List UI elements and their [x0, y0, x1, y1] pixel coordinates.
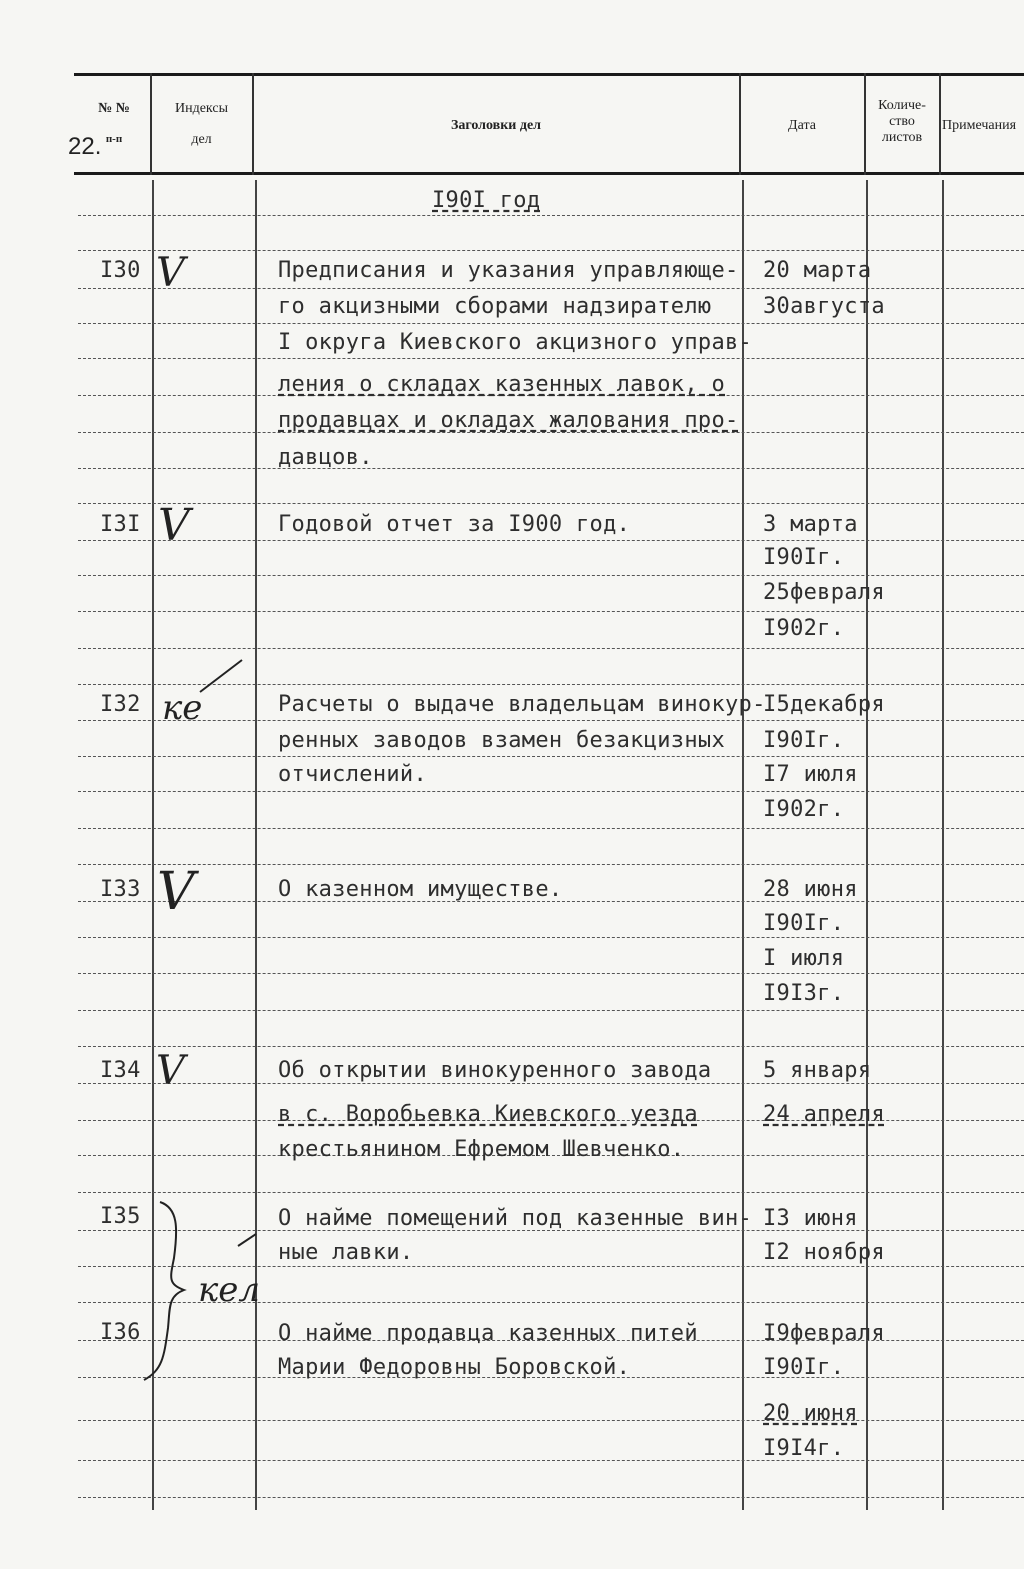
header-top-rule: [74, 73, 1024, 76]
date-line: I902г.: [763, 797, 845, 822]
index-mark: кел: [198, 1270, 261, 1310]
title-line: ренных заводов взамен безакцизных: [278, 728, 725, 753]
check-mark: V: [157, 862, 195, 922]
date-line: 5 января: [763, 1058, 872, 1083]
entry-number: I35: [100, 1204, 141, 1229]
header-title-col: Заголовки дел: [450, 118, 542, 133]
date-line: 25февраля: [763, 580, 885, 605]
date-line: 20 июня: [763, 1401, 858, 1426]
title-line: Расчеты о выдаче владельцам винокур-: [278, 692, 766, 717]
date-line: I3 июня: [763, 1206, 858, 1231]
title-line: давцов.: [278, 445, 373, 470]
date-line: 30августа: [763, 294, 885, 319]
date-line: 3 марта: [763, 512, 858, 537]
header-bottom-rule: [74, 172, 1024, 175]
page-number: 22.: [68, 133, 102, 160]
title-line: I округа Киевского акцизного управ-: [278, 330, 753, 355]
date-line: I9февраля: [763, 1321, 885, 1346]
entry-number: I34: [100, 1058, 141, 1083]
pen-stroke-icon: [196, 656, 246, 696]
entry-number: I36: [100, 1320, 141, 1345]
date-line: I90Iг.: [763, 545, 845, 570]
date-line: I7 июля: [763, 762, 858, 787]
date-line: I9I4г.: [763, 1436, 845, 1461]
date-line: 28 июня: [763, 877, 858, 902]
date-line: I902г.: [763, 616, 845, 641]
header-number-col: № № п-п: [98, 101, 130, 145]
title-line: Марии Федоровны Боровской.: [278, 1355, 631, 1380]
title-line: крестьянином Ефремом Шевченко.: [278, 1137, 685, 1162]
title-line: го акцизными сборами надзирателю: [278, 294, 712, 319]
date-line: I2 ноября: [763, 1240, 885, 1265]
header-date-col: Дата: [788, 118, 816, 133]
date-line: I90Iг.: [763, 728, 845, 753]
entry-number: I32: [100, 692, 141, 717]
year-heading: I90I год: [432, 188, 541, 213]
check-mark: V: [156, 1048, 185, 1094]
title-line: О найме продавца казенных питей: [278, 1321, 698, 1346]
date-line: I90Iг.: [763, 911, 845, 936]
title-line: отчислений.: [278, 762, 427, 787]
date-line: I90Iг.: [763, 1355, 845, 1380]
check-mark: V: [156, 250, 185, 296]
title-line: Предписания и указания управляюще-: [278, 258, 739, 283]
header-notes-col: Примечания: [942, 118, 1017, 133]
header-index-col: Индексы дел: [174, 101, 228, 147]
title-line: О казенном имуществе.: [278, 877, 563, 902]
date-line: 20 марта: [763, 258, 872, 283]
title-line: в с. Воробьевка Киевского уезда: [278, 1102, 698, 1127]
index-mark: ке: [162, 688, 203, 728]
date-line: 24 апреля: [763, 1102, 885, 1127]
entry-number: I30: [100, 258, 141, 283]
title-line: ления о складах казенных лавок, о: [278, 372, 725, 397]
title-line: Об открытии винокуренного завода: [278, 1058, 712, 1083]
title-line: О найме помещений под казенные вин-: [278, 1206, 753, 1231]
check-mark: V: [158, 500, 190, 551]
date-line: I5декабря: [763, 692, 885, 717]
date-line: I июля: [763, 946, 845, 971]
date-line: I9I3г.: [763, 981, 845, 1006]
header-sheets-col: Количе- ство листов: [878, 98, 926, 145]
entry-number: I33: [100, 877, 141, 902]
entry-number: I3I: [100, 512, 141, 537]
title-line: Годовой отчет за I900 год.: [278, 512, 631, 537]
title-line: продавцах и окладах жалования про-: [278, 408, 739, 433]
title-line: ные лавки.: [278, 1240, 414, 1265]
